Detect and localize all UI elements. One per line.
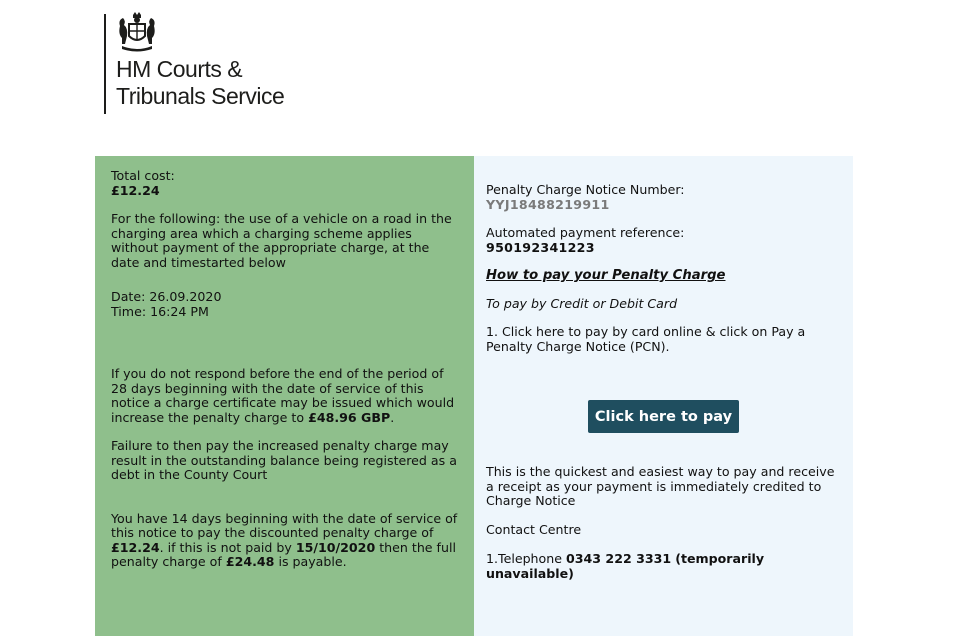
telephone-line [486,552,841,581]
card-payment-heading: To pay by Credit or Debit Card [486,295,678,311]
contact-centre-heading: Contact Centre [486,522,582,537]
pcn-label: Penalty Charge Notice Number: [486,182,685,197]
payment-reference-label: Automated payment reference: [486,225,685,240]
click-here-to-pay-button[interactable]: Click here to pay [588,400,739,433]
deadline-date: 15/10/2020 [295,539,376,555]
org-name-line-2: Tribunals Service [116,83,285,109]
charge-date: Date: 26.09.2020 [111,289,222,304]
org-name-line-1: HM Courts & [116,56,243,82]
warning-end: . [390,409,395,425]
discounted-amount: £12.24 [111,539,160,555]
header [104,10,364,110]
card-payment-instruction: 1. Click here to pay by card online & click on Pay a Penalty Charge Notice (PCN). [486,324,806,354]
charge-description: For the following: the use of a vehicle on a road in the charging area which a charging scheme applies without payment of the appropriate charge, at the date and timestarted below [111,211,452,270]
charge-details-panel [95,156,474,636]
payment-deadline-paragraph [111,512,458,570]
deadline-text-4: is payable. [278,554,347,569]
total-cost-value: £12.24 [111,182,160,198]
how-to-pay-link[interactable]: How to pay your Penalty Charge [486,268,726,283]
warning-paragraph [111,367,458,425]
telephone-number[interactable]: 0343 222 3331 [566,551,672,566]
payment-panel [474,156,853,636]
quickest-way-text: This is the quickest and easiest way to pay and receive a receipt as your payment is immediately credited to Charge Notice [486,464,835,508]
deadline-text-1: You have 14 days beginning with the date of service of this notice to pay the discounted penalty charge of [111,510,458,540]
royal-coat-of-arms-icon [116,12,158,52]
full-charge-amount: £24.48 [225,554,275,569]
pcn-number: YYJ18488219911 [486,196,610,212]
logo-divider [104,14,106,114]
warning-text: If you do not respond before the end of the period of 28 days beginning with the date of service of this notice a charge certificate may be issued which would increase the penalty charge to [111,366,455,425]
telephone-prefix: 1.Telephone [486,551,562,566]
organisation-name [116,56,284,110]
failure-paragraph: Failure to then pay the increased penalty charge may result in the outstanding balance being registered as a debt in the County Court [111,438,457,482]
total-cost-label: Total cost: [111,168,175,183]
charge-time: Time: 16:24 PM [111,303,209,319]
deadline-text-3: then the full penalty charge of [111,539,456,569]
deadline-text-2: . if this is not paid by [159,539,292,555]
telephone-status: (temporarily unavailable) [486,551,765,581]
warning-amount: £48.96 GBP [308,409,391,425]
payment-reference-value: 950192341223 [486,239,595,255]
